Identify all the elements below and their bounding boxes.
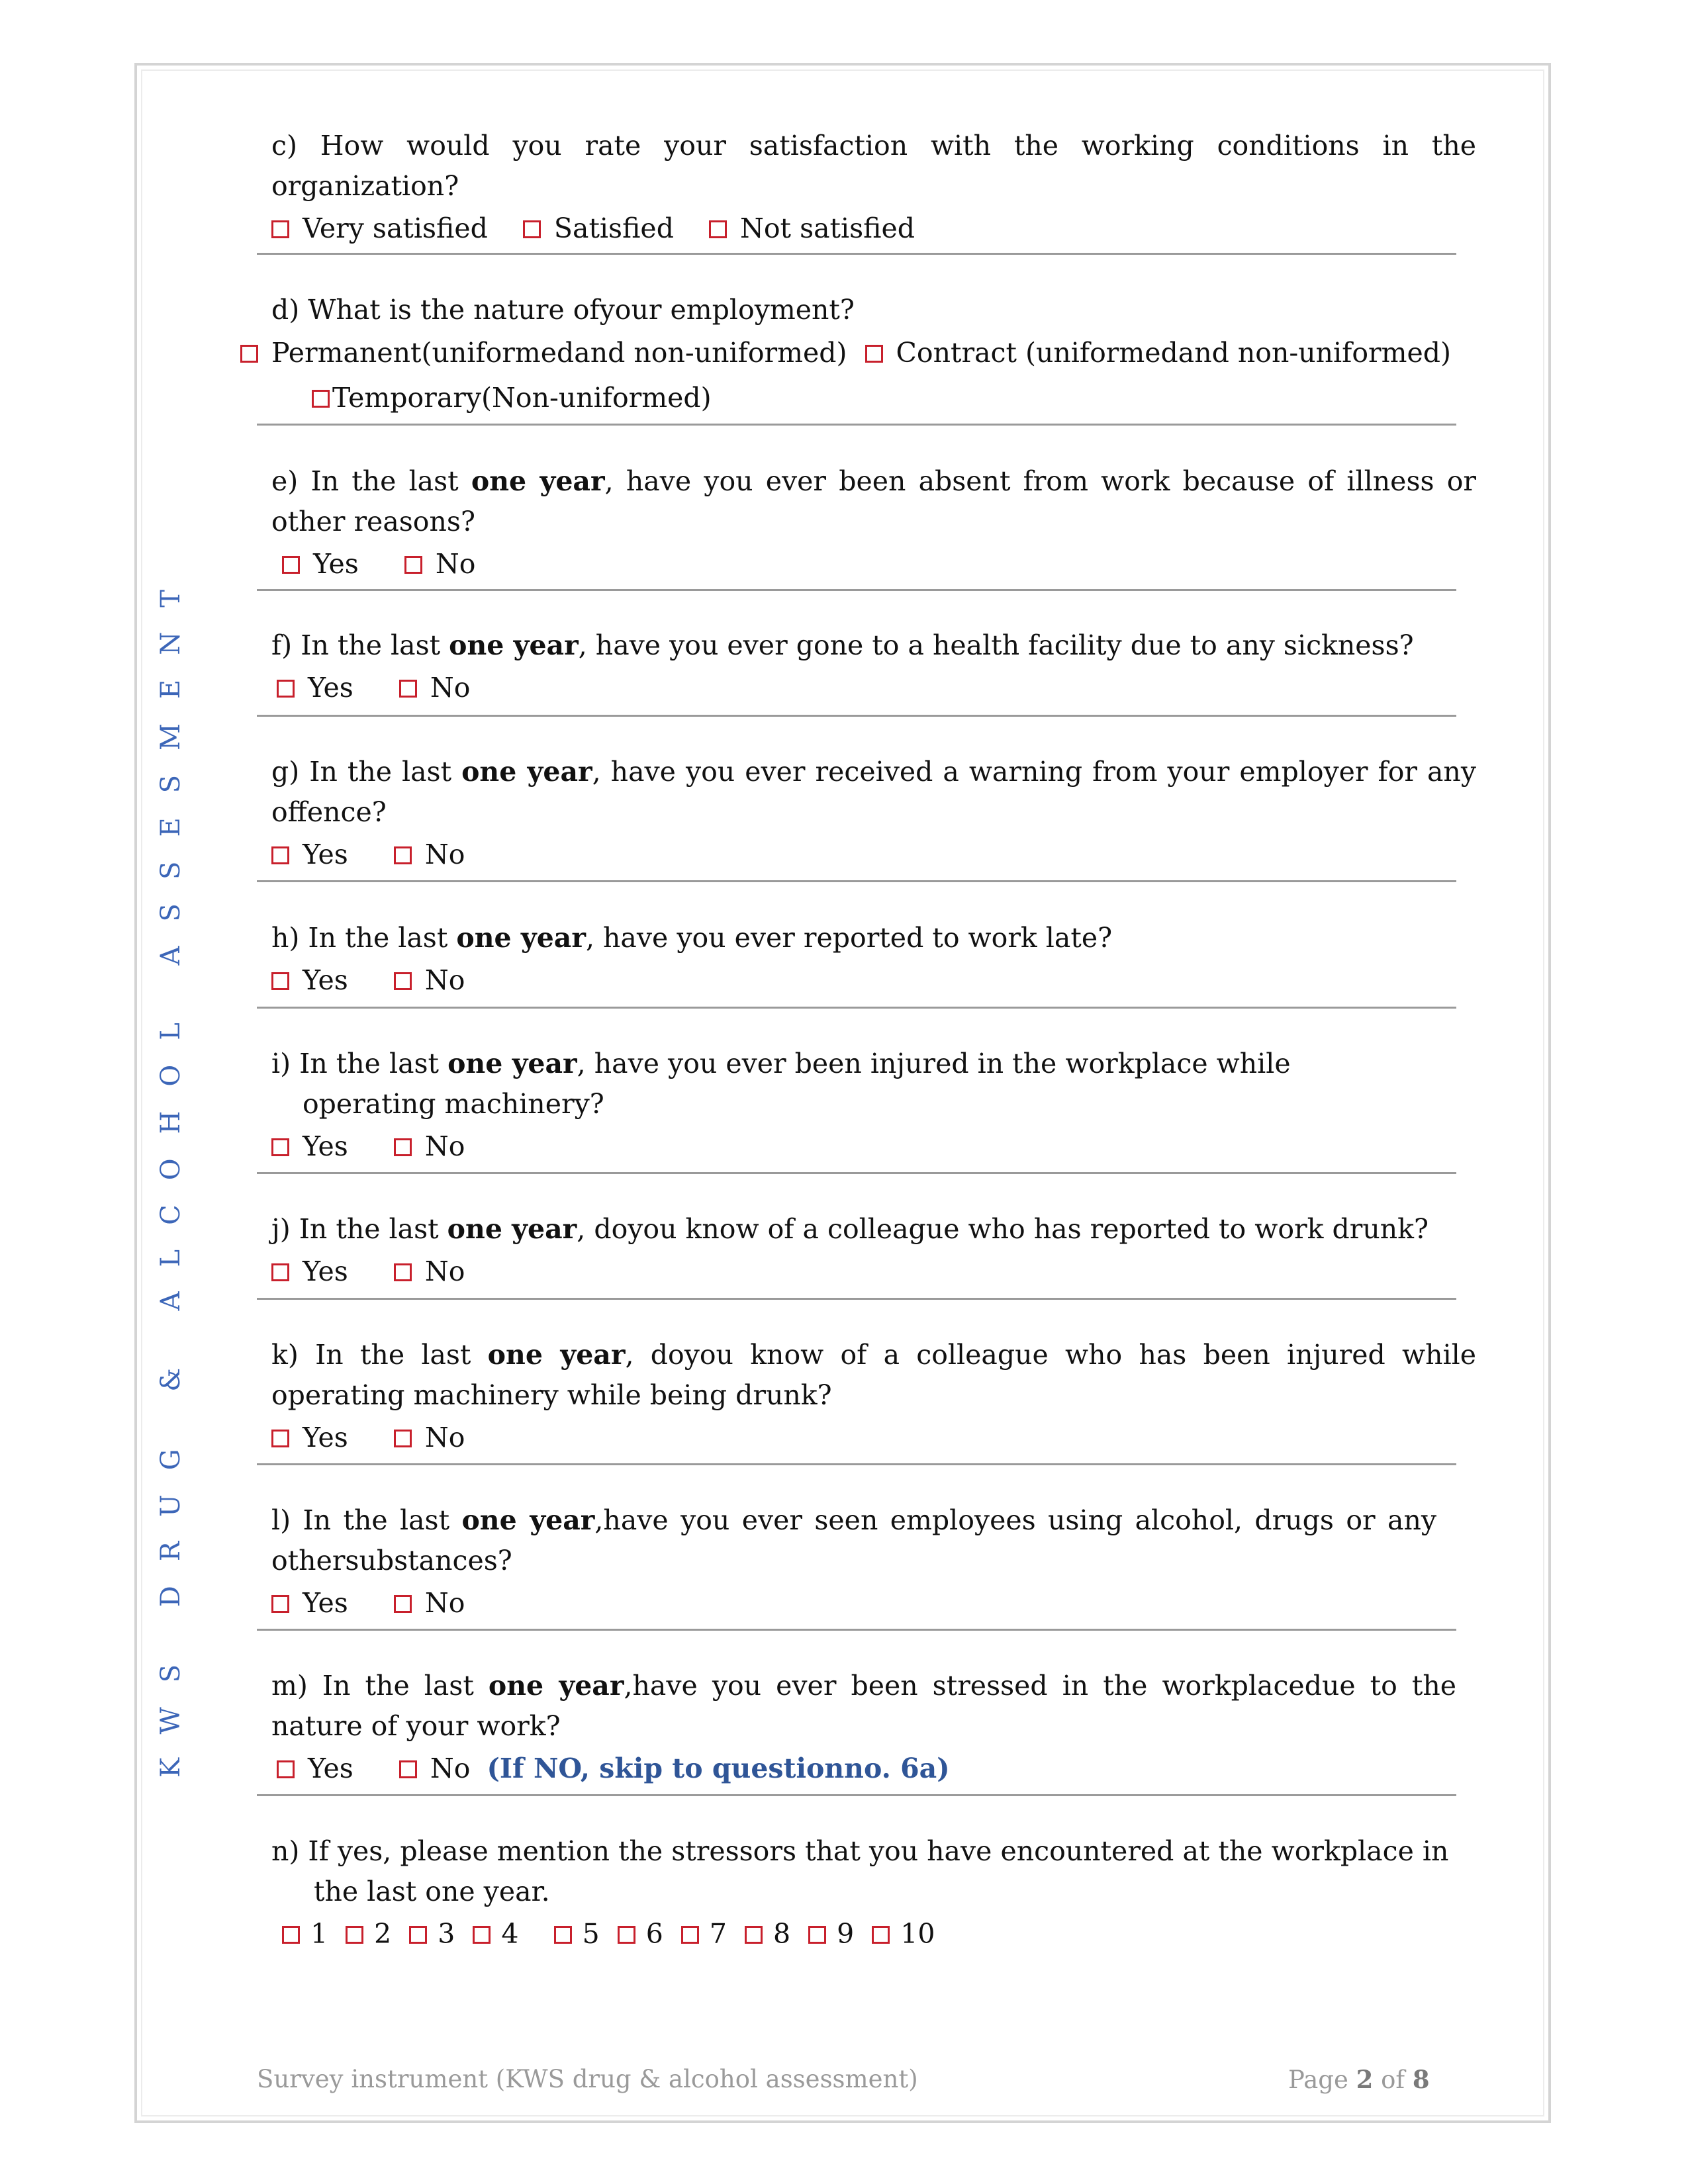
checkbox[interactable] (394, 972, 412, 990)
option[interactable]: No (394, 1250, 465, 1293)
option[interactable]: 5 (528, 1918, 600, 1950)
question-text: j) In the last one year, doyou know of a colleague who has reported to work drunk? (271, 1213, 1429, 1245)
option[interactable]: Yes (277, 1747, 353, 1790)
checkbox[interactable] (409, 1926, 427, 1944)
options-row (271, 1912, 1476, 1956)
checkbox[interactable] (277, 680, 295, 698)
question-text: k) In the last one year, doyou know of a colleague who has been injured while operating machinery while being drunk? (271, 1339, 1477, 1411)
option[interactable]: No (394, 1416, 465, 1459)
checkbox[interactable] (399, 1760, 417, 1778)
question-text: n) If yes, please mention the stressors that you have encountered at the workplace in the last one year. (271, 1835, 1449, 1907)
divider (257, 1463, 1456, 1465)
option[interactable]: Yes (271, 1124, 348, 1168)
options-row (271, 666, 1476, 709)
option[interactable]: 3 (400, 1918, 455, 1950)
checkbox[interactable] (394, 1138, 412, 1156)
checkbox[interactable] (808, 1926, 826, 1944)
checkbox[interactable] (399, 680, 417, 698)
checkbox[interactable] (554, 1926, 572, 1944)
checkbox[interactable] (240, 345, 258, 363)
option[interactable]: 10 (863, 1918, 935, 1950)
checkbox[interactable] (282, 1926, 300, 1944)
question-text: f) In the last one year, have you ever gone to a health facility due to any sickness? (271, 629, 1414, 661)
checkbox[interactable] (709, 220, 727, 238)
option[interactable]: Yes (282, 542, 359, 586)
option[interactable]: Yes (271, 833, 348, 876)
checkbox[interactable] (745, 1926, 763, 1944)
question-text: m) In the last one year,have you ever been stressed in the workplacedue to the nature of your work? (271, 1670, 1457, 1742)
checkbox[interactable] (394, 1595, 412, 1613)
option[interactable]: No (394, 1124, 465, 1168)
question-e (271, 461, 1476, 586)
divider (257, 1298, 1456, 1300)
options-row (271, 1124, 1476, 1168)
question-l (271, 1500, 1476, 1625)
checkbox[interactable] (271, 972, 289, 990)
question-h (271, 918, 1476, 1002)
question-j (271, 1209, 1476, 1293)
checkbox[interactable] (394, 846, 412, 864)
checkbox[interactable] (618, 1926, 635, 1944)
divider (257, 1007, 1456, 1009)
checkbox[interactable] (271, 1263, 289, 1281)
question-text: c) How would you rate your satisfaction with the working conditions in the organization? (271, 130, 1476, 202)
checkbox[interactable] (394, 1263, 412, 1281)
checkbox[interactable] (271, 1595, 289, 1613)
sidebar-vertical-title (151, 516, 191, 1827)
checkbox[interactable] (277, 1760, 295, 1778)
question-g (271, 752, 1476, 876)
option[interactable]: Yes (271, 1416, 348, 1459)
option[interactable]: No (394, 833, 465, 876)
option[interactable]: 1 (282, 1918, 328, 1950)
option[interactable]: Yes (271, 958, 348, 1002)
checkbox[interactable] (473, 1926, 491, 1944)
question-text: i) In the last one year, have you ever been injured in the workplace while operating machinery? (271, 1048, 1291, 1120)
option[interactable]: Satisfied (523, 206, 674, 250)
option[interactable]: 7 (672, 1918, 727, 1950)
checkbox[interactable] (404, 556, 422, 574)
checkbox[interactable] (523, 220, 541, 238)
checkbox[interactable] (271, 846, 289, 864)
option[interactable]: Yes (271, 1250, 348, 1293)
option[interactable]: 8 (735, 1918, 790, 1950)
option[interactable]: No (404, 542, 476, 586)
option[interactable]: Yes (271, 1581, 348, 1625)
divider (257, 880, 1456, 882)
divider (257, 589, 1456, 591)
sidebar-title-text: KWS DRUG & ALCOHOL ASSESMENT (156, 565, 186, 1778)
option[interactable]: No (394, 958, 465, 1002)
checkbox[interactable] (681, 1926, 699, 1944)
checkbox[interactable] (271, 220, 289, 238)
question-i (271, 1044, 1476, 1168)
question-text: h) In the last one year, have you ever reported to work late? (271, 922, 1113, 954)
option[interactable]: Contract (uniformedand non-uniformed) (865, 337, 1451, 369)
option[interactable]: Permanent(uniformedand non-uniformed) (271, 330, 847, 375)
options-row (271, 1581, 1476, 1625)
question-text: g) In the last one year, have you ever received a warning from your employer for any offence? (271, 756, 1476, 828)
skip-note: (If NO, skip to questionno. 6a) (487, 1752, 950, 1784)
question-text: d) What is the nature ofyour employment? (271, 294, 855, 326)
question-text: l) In the last one year,have you ever seen employees using alcohol, drugs or any othersubstances? (271, 1504, 1437, 1576)
option[interactable]: No (399, 1747, 471, 1790)
options-row (271, 330, 1476, 420)
divider (257, 424, 1456, 426)
question-f (271, 625, 1476, 709)
option[interactable]: 6 (608, 1918, 663, 1950)
options-row (271, 833, 1476, 876)
options-row (271, 958, 1476, 1002)
question-k (271, 1335, 1476, 1459)
checkbox[interactable] (312, 390, 330, 408)
footer-page-number: Page 2 of 8 (1288, 2065, 1430, 2094)
checkbox[interactable] (865, 345, 883, 363)
checkbox[interactable] (394, 1430, 412, 1447)
options-row (271, 542, 1476, 586)
option[interactable]: 9 (799, 1918, 854, 1950)
option[interactable]: 2 (336, 1918, 391, 1950)
question-m (271, 1666, 1476, 1790)
question-d (271, 290, 1476, 420)
option[interactable]: 4 (463, 1918, 518, 1950)
options-row (271, 1416, 1476, 1459)
option[interactable]: Yes (277, 666, 353, 709)
checkbox[interactable] (346, 1926, 363, 1944)
option[interactable]: Very satisfied (271, 206, 488, 250)
divider (257, 715, 1456, 717)
divider (257, 1629, 1456, 1631)
checkbox[interactable] (271, 1430, 289, 1447)
checkbox[interactable] (271, 1138, 289, 1156)
divider (257, 1794, 1456, 1796)
options-row (271, 1250, 1476, 1293)
divider (257, 253, 1456, 255)
footer-document-title: Survey instrument (KWS drug & alcohol assessment) (257, 2065, 918, 2093)
checkbox[interactable] (282, 556, 300, 574)
question-text: e) In the last one year, have you ever been absent from work because of illness or other reasons? (271, 465, 1476, 537)
option[interactable]: No (399, 666, 471, 709)
question-c (271, 126, 1476, 250)
option[interactable]: Temporary(Non-uniformed) (303, 382, 712, 414)
options-row (271, 206, 1476, 250)
options-row (271, 1747, 1476, 1790)
question-n (271, 1831, 1476, 1956)
checkbox[interactable] (872, 1926, 890, 1944)
divider (257, 1172, 1456, 1174)
option[interactable]: Not satisfied (709, 206, 915, 250)
option[interactable]: No (394, 1581, 465, 1625)
